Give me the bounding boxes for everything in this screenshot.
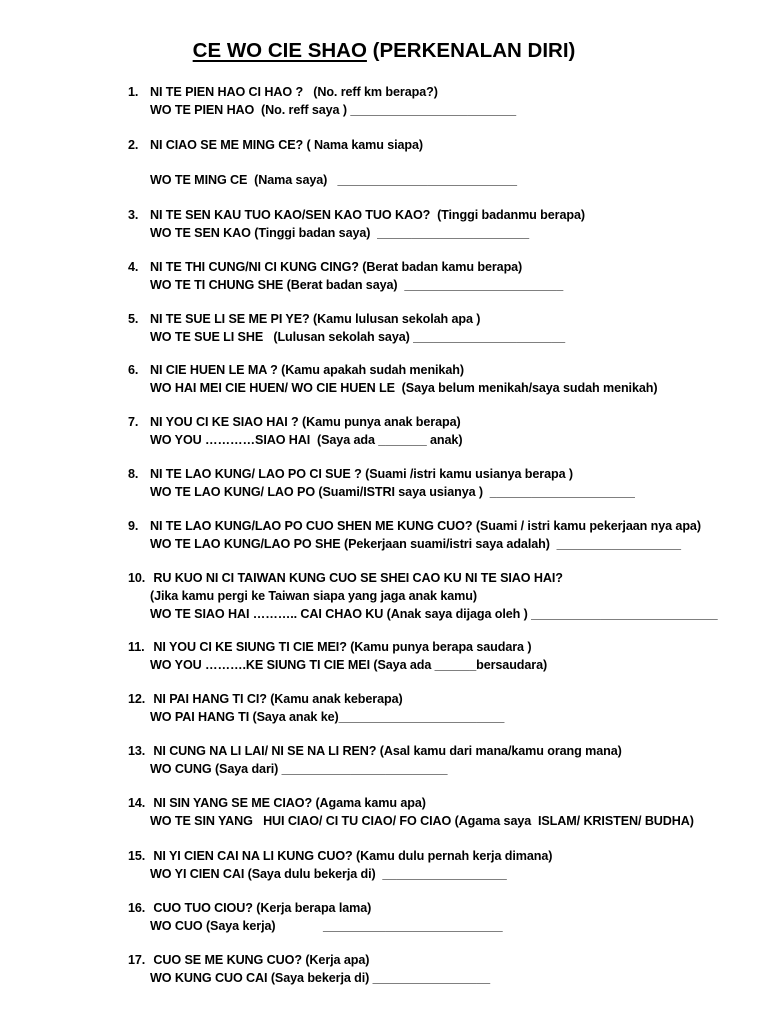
question-line: NI YI CIEN CAI NA LI KUNG CUO? (Kamu dulu pernah kerja dimana) (150, 849, 553, 863)
item-number: 14. (128, 796, 146, 810)
answer-line: WO YI CIEN CAI (Saya dulu bekerja di) __________________ (150, 867, 507, 881)
question-line: CUO TUO CIOU? (Kerja berapa lama) (150, 901, 372, 915)
answer-line: WO CUNG (Saya dari) ________________________ (150, 762, 448, 776)
question-line: NI PAI HANG TI CI? (Kamu anak keberapa) (150, 692, 403, 706)
question-line: RU KUO NI CI TAIWAN KUNG CUO SE SHEI CAO KU NI TE SIAO HAI? (150, 571, 563, 585)
answer-line: WO TE SIN YANG HUI CIAO/ CI TU CIAO/ FO CIAO (Agama saya ISLAM/ KRISTEN/ BUDHA) (150, 814, 694, 828)
item-number: 10. (128, 571, 146, 585)
item-number: 1. (128, 85, 139, 99)
item-number: 13. (128, 744, 146, 758)
answer-line: WO TE LAO KUNG/LAO PO SHE (Pekerjaan suami/istri saya adalah) __________________ (150, 537, 681, 551)
item-number: 12. (128, 692, 146, 706)
item-number: 6. (128, 363, 139, 377)
question-line: CUO SE ME KUNG CUO? (Kerja apa) (150, 953, 370, 967)
answer-line: WO TE SUE LI SHE (Lulusan sekolah saya) ______________________ (150, 330, 566, 344)
answer-line: WO PAI HANG TI (Saya anak ke)________________________ (150, 710, 505, 724)
question-line: NI YOU CI KE SIAO HAI ? (Kamu punya anak berapa) (150, 415, 461, 429)
question-line: NI CIAO SE ME MING CE? ( Nama kamu siapa) (150, 138, 424, 152)
question-translation: (Jika kamu pergi ke Taiwan siapa yang jaga anak kamu) (150, 589, 477, 603)
answer-line: WO TE MING CE (Nama saya) __________________________ (150, 173, 517, 187)
answer-line: WO TE PIEN HAO (No. reff saya ) ________________________ (150, 103, 517, 117)
answer-line: WO YOU …………SIAO HAI (Saya ada _______ anak) (150, 433, 463, 447)
item-number: 3. (128, 208, 139, 222)
title-rest: (PERKENALAN DIRI) (366, 39, 576, 62)
question-line: NI TE PIEN HAO CI HAO ? (No. reff km berapa?) (150, 85, 438, 99)
item-number: 4. (128, 260, 139, 274)
item-number: 15. (128, 849, 146, 863)
item-number: 2. (128, 138, 139, 152)
answer-line: WO TE SEN KAO (Tinggi badan saya) ______________________ (150, 226, 530, 240)
question-line: NI CUNG NA LI LAI/ NI SE NA LI REN? (Asal kamu dari mana/kamu orang mana) (150, 744, 622, 758)
title-underlined: CE WO CIE SHAO (192, 39, 367, 62)
question-line: NI TE LAO KUNG/LAO PO CUO SHEN ME KUNG CUO? (Suami / istri kamu pekerjaan nya apa) (150, 519, 701, 533)
answer-line: WO TE LAO KUNG/ LAO PO (Suami/ISTRI saya usianya ) _____________________ (150, 485, 635, 499)
item-number: 8. (128, 467, 139, 481)
answer-line: WO KUNG CUO CAI (Saya bekerja di) _________________ (150, 971, 490, 985)
question-line: NI CIE HUEN LE MA ? (Kamu apakah sudah menikah) (150, 363, 464, 377)
answer-line: WO YOU ……….KE SIUNG TI CIE MEI (Saya ada ______bersaudara) (150, 658, 548, 672)
document-title (0, 38, 768, 64)
question-line: NI TE THI CUNG/NI CI KUNG CING? (Berat badan kamu berapa) (150, 260, 523, 274)
item-number: 7. (128, 415, 139, 429)
item-number: 9. (128, 519, 139, 533)
answer-line: WO TE TI CHUNG SHE (Berat badan saya) _______________________ (150, 278, 564, 292)
item-number: 5. (128, 312, 139, 326)
answer-line: WO CUO (Saya kerja) __________________________ (150, 919, 503, 933)
item-number: 11. (128, 640, 145, 654)
question-line: NI SIN YANG SE ME CIAO? (Agama kamu apa) (150, 796, 426, 810)
item-number: 16. (128, 901, 146, 915)
question-line: NI TE LAO KUNG/ LAO PO CI SUE ? (Suami /istri kamu usianya berapa ) (150, 467, 573, 481)
question-line: NI TE SUE LI SE ME PI YE? (Kamu lulusan sekolah apa ) (150, 312, 481, 326)
question-line: NI YOU CI KE SIUNG TI CIE MEI? (Kamu punya berapa saudara ) (150, 640, 532, 654)
item-number: 17. (128, 953, 146, 967)
answer-line: WO HAI MEI CIE HUEN/ WO CIE HUEN LE (Saya belum menikah/saya sudah menikah) (150, 381, 658, 395)
question-line: NI TE SEN KAU TUO KAO/SEN KAO TUO KAO? (Tinggi badanmu berapa) (150, 208, 585, 222)
answer-line: WO TE SIAO HAI ……….. CAI CHAO KU (Anak saya dijaga oleh ) ___________________________ (150, 607, 718, 621)
